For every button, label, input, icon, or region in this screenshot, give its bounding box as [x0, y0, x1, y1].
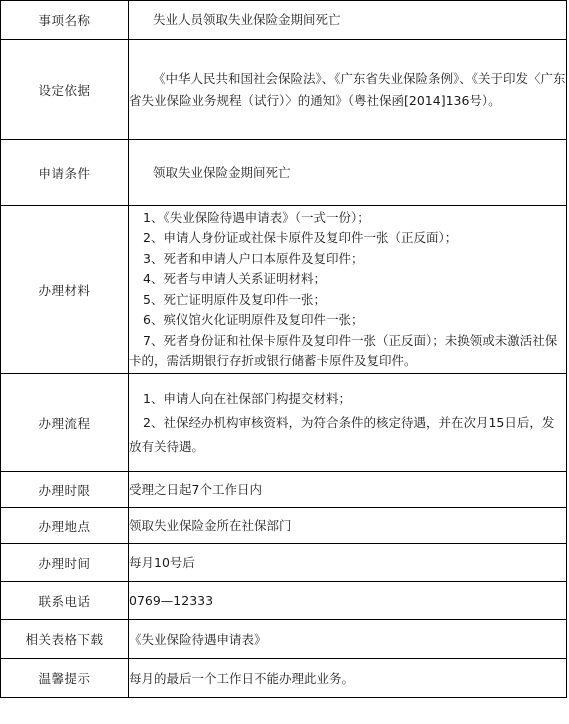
item-name-text: 失业人员领取失业保险金期间死亡: [153, 12, 341, 27]
row-tips: [1, 659, 567, 698]
phone-label: 联系电话: [1, 582, 129, 620]
materials-label: 办理材料: [1, 206, 129, 374]
basis-label: 设定依据: [1, 40, 129, 140]
process-step: 1、申请人向在社保部门构提交材料；: [143, 390, 351, 406]
location-value: [129, 508, 567, 544]
tips-value: [129, 659, 567, 698]
item-name-value: [129, 1, 567, 40]
row-location: [1, 508, 567, 544]
process-value: [129, 374, 567, 472]
row-basis: [1, 40, 567, 140]
material-item: 2、申请人身份证或社保卡原件及复印件一张（正反面）；: [143, 230, 458, 245]
time-limit-value: [129, 472, 567, 508]
phone-value: [129, 582, 567, 620]
conditions-value: [129, 140, 567, 206]
row-time-limit: [1, 472, 567, 508]
time-limit-text: 受理之日起7个工作日内: [129, 482, 262, 497]
material-item: 7、死者身份证和社保卡原件及复印件一张（正反面）；未换领或未激活社保卡的，需活期银行存折或银行储蓄卡原件及复印件。: [129, 332, 558, 368]
row-form-download: [1, 620, 567, 659]
hours-label: 办理时间: [1, 544, 129, 582]
materials-value: [129, 206, 567, 374]
material-item: 1、《失业保险待遇申请表》（一式一份）；: [143, 209, 370, 225]
form-download-value: [129, 620, 567, 659]
phone-text: 0769—12333: [129, 593, 214, 608]
basis-text: 《中华人民共和国社会保险法》、《广东省失业保险条例》、《关于印发〈广东省失业保险业务规程（试行）〉的通知》（粤社保函[2014]136号）。: [129, 70, 566, 108]
hours-text: 每月10号后: [129, 555, 195, 570]
form-download-link[interactable]: 《失业保险待遇申请表》: [129, 631, 267, 647]
basis-value: [129, 40, 567, 140]
form-download-label: 相关表格下载: [1, 620, 129, 659]
location-text: 领取失业保险金所在社保部门: [129, 518, 292, 533]
row-item-name: [1, 1, 567, 40]
material-item: 3、死者和申请人户口本原件及复印件；: [143, 250, 364, 266]
tips-text: 每月的最后一个工作日不能办理此业务。: [129, 670, 355, 686]
location-label: 办理地点: [1, 508, 129, 544]
process-step: 2、社保经办机构审核资料，为符合条件的核定待遇，并在次月15日后，发放有关待遇。: [129, 414, 555, 454]
item-name-label: 事项名称: [1, 1, 129, 40]
material-item: 4、死者与申请人关系证明材料；: [143, 271, 326, 286]
row-process: [1, 374, 567, 472]
material-item: 6、殡仪馆火化证明原件及复印件一张；: [143, 312, 364, 327]
tips-label: 温馨提示: [1, 659, 129, 698]
time-limit-label: 办理时限: [1, 472, 129, 508]
row-phone: [1, 582, 567, 620]
material-item: 5、死亡证明原件及复印件一张；: [143, 291, 326, 307]
conditions-label: 申请条件: [1, 140, 129, 206]
process-label: 办理流程: [1, 374, 129, 472]
hours-value: [129, 544, 567, 582]
row-hours: [1, 544, 567, 582]
conditions-text: 领取失业保险金期间死亡: [153, 164, 291, 180]
row-conditions: [1, 140, 567, 206]
row-materials: [1, 206, 567, 374]
